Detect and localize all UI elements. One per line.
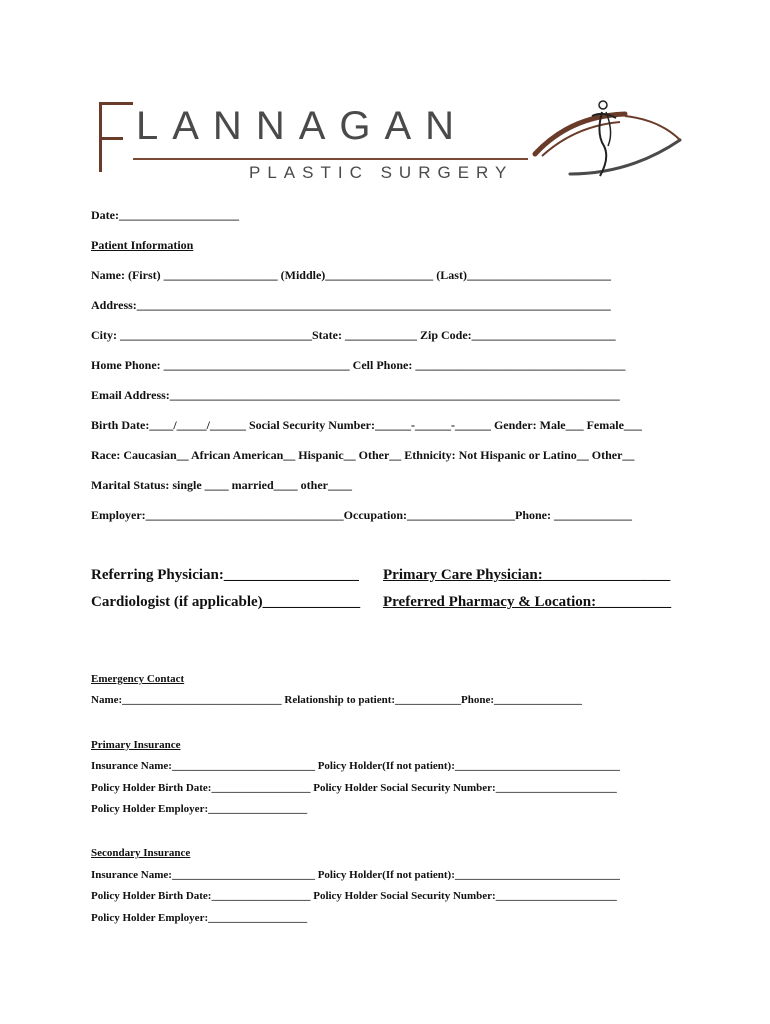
name-fields[interactable]: Name: (First) ___________________ (Middle)__________________ (Last)________________________ [91, 268, 611, 282]
primary-care-physician-field[interactable] [383, 567, 670, 584]
figure-swoosh-icon [530, 96, 685, 181]
phone-fields[interactable]: Home Phone: _______________________________ Cell Phone: ___________________________________ [91, 358, 626, 372]
referring-physician-field[interactable] [91, 567, 359, 584]
secondary-insurance-employer[interactable]: Policy Holder Employer:__________________ [91, 912, 308, 924]
primary-insurance-employer[interactable]: Policy Holder Employer:__________________ [91, 803, 308, 815]
logo-main-text: LANNAGAN [136, 104, 469, 148]
primary-insurance-name-holder[interactable]: Insurance Name:__________________________ Policy Holder(If not patient):______________________________ [91, 760, 620, 772]
cardiologist-field[interactable] [91, 594, 360, 611]
primary-care-blank[interactable]: _________________ [542, 567, 671, 583]
primary-insurance-birth-ssn[interactable]: Policy Holder Birth Date:__________________ Policy Holder Social Security Number:______________________ [91, 782, 617, 794]
pharmacy-blank[interactable]: __________ [596, 594, 672, 610]
employer-fields[interactable]: Employer:_________________________________Occupation:__________________Phone: _____________ [91, 508, 632, 522]
city-state-zip-fields[interactable]: City: ________________________________State: ____________ Zip Code:________________________ [91, 328, 616, 342]
date-field[interactable]: Date:____________________ [91, 208, 239, 222]
marital-status-field[interactable]: Marital Status: single ____ married____ other____ [91, 478, 352, 492]
race-ethnicity-fields[interactable]: Race: Caucasian__ African American__ Hispanic__ Other__ Ethnicity: Not Hispanic or Latino__ Other__ [91, 448, 635, 462]
logo-bracket-top [99, 102, 133, 105]
secondary-insurance-name-holder[interactable]: Insurance Name:__________________________ Policy Holder(If not patient):______________________________ [91, 869, 620, 881]
logo-divider [133, 158, 528, 160]
pharmacy-field[interactable] [383, 594, 671, 611]
secondary-insurance-birth-ssn[interactable]: Policy Holder Birth Date:__________________ Policy Holder Social Security Number:______________________ [91, 890, 617, 902]
primary-insurance-heading: Primary Insurance [91, 739, 181, 751]
emergency-contact-heading: Emergency Contact [91, 673, 185, 685]
pharmacy-label: Preferred Pharmacy & Location: [383, 594, 597, 610]
referring-physician-label: Referring Physician: [91, 567, 224, 583]
emergency-contact-fields[interactable]: Name:_____________________________ Relationship to patient:____________Phone:________________ [91, 694, 583, 706]
secondary-insurance-heading: Secondary Insurance [91, 847, 191, 859]
email-field[interactable]: Email Address:___________________________________________________________________________ [91, 388, 620, 402]
birth-ssn-gender-fields[interactable]: Birth Date:____/_____/______ Social Security Number:______-______-______ Gender: Male___ Female___ [91, 418, 642, 432]
cardiologist-blank[interactable]: _____________ [262, 594, 361, 610]
primary-care-label: Primary Care Physician: [383, 567, 543, 583]
referring-physician-blank[interactable]: __________________ [223, 567, 359, 583]
cardiologist-label: Cardiologist (if applicable) [91, 594, 263, 610]
patient-info-heading: Patient Information [91, 238, 194, 252]
logo-bracket-middle [99, 137, 123, 140]
address-field[interactable]: Address:_______________________________________________________________________________ [91, 298, 611, 312]
logo-sub-text: PLASTIC SURGERY [249, 163, 514, 182]
